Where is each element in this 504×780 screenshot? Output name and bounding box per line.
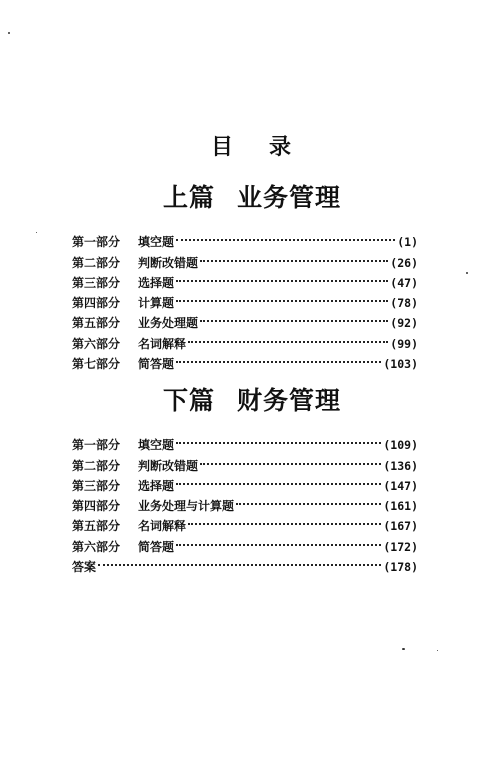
- dot-leader: [176, 348, 381, 368]
- lower-part-label: 下篇: [162, 386, 215, 415]
- toc-title: [0, 130, 504, 161]
- upper-toc-list: [72, 226, 418, 372]
- toc-entry-part: 第二部分: [72, 458, 121, 473]
- toc-entry-part: 第二部分: [72, 255, 121, 270]
- scan-speck: [402, 648, 405, 650]
- dot-leader: [200, 307, 388, 327]
- toc-entry-page: (103): [383, 357, 418, 372]
- toc-entry-part: 第一部分: [72, 438, 121, 453]
- toc-entry-name: 业务处理题: [138, 316, 199, 331]
- dot-leader: [200, 449, 381, 469]
- dot-leader: [188, 510, 381, 530]
- toc-entry-page: (178): [383, 560, 418, 575]
- toc-entry-name: 填空题: [138, 438, 175, 453]
- toc-entry-name: 答案: [72, 560, 97, 575]
- dot-leader: [176, 429, 381, 449]
- lower-part-heading: [0, 381, 504, 417]
- toc-entry-name: 业务处理与计算题: [138, 499, 235, 514]
- toc-entry-page: (99): [390, 336, 418, 351]
- toc-entry-name: 简答题: [138, 539, 175, 554]
- toc-entry-part: 第六部分: [72, 336, 121, 351]
- toc-entry-page: (1): [397, 235, 418, 250]
- dot-leader: [176, 470, 381, 490]
- toc-entry-page: (92): [390, 316, 418, 331]
- toc-entry-name: 名词解释: [138, 336, 187, 351]
- toc-entry-page: (47): [390, 275, 418, 290]
- dot-leader: [188, 327, 388, 347]
- toc-entry-part: 第五部分: [72, 519, 121, 534]
- toc-entry-page: (26): [390, 255, 418, 270]
- toc-title-left: 目: [210, 134, 235, 160]
- upper-part-label: 上篇: [162, 183, 215, 212]
- toc-entry-part: 第七部分: [72, 357, 121, 372]
- scan-speck: [8, 32, 10, 34]
- toc-entry[interactable]: [72, 429, 418, 453]
- upper-part-heading: [0, 178, 504, 214]
- toc-entry-part: 第六部分: [72, 539, 121, 554]
- toc-entry-page: (78): [390, 296, 418, 311]
- toc-entry-part: 第五部分: [72, 316, 121, 331]
- toc-entry-part: 第三部分: [72, 275, 121, 290]
- toc-entry-page: (136): [383, 458, 418, 473]
- dot-leader: [200, 246, 388, 266]
- toc-entry-name: 判断改错题: [138, 255, 199, 270]
- dot-leader: [176, 267, 388, 287]
- toc-entry-name: 填空题: [138, 235, 175, 250]
- upper-part-title: 业务管理: [237, 183, 342, 212]
- toc-entry-page: (167): [383, 519, 418, 534]
- dot-leader: [176, 287, 388, 307]
- scan-speck: [437, 650, 438, 651]
- toc-entry-page: (161): [383, 499, 418, 514]
- toc-entry-part: 第四部分: [72, 499, 121, 514]
- toc-entry-name: 判断改错题: [138, 458, 199, 473]
- toc-entry-part: 第四部分: [72, 296, 121, 311]
- toc-entry[interactable]: [72, 226, 418, 250]
- toc-entry-part: 第三部分: [72, 478, 121, 493]
- toc-title-right: 录: [269, 134, 294, 160]
- dot-leader: [176, 530, 381, 550]
- toc-entry-name: 计算题: [138, 296, 175, 311]
- toc-entry-page: (172): [383, 539, 418, 554]
- toc-entry-name: 选择题: [138, 275, 175, 290]
- scan-speck: [466, 272, 468, 274]
- toc-entry-name: 简答题: [138, 357, 175, 372]
- toc-entry-answers[interactable]: [72, 551, 418, 575]
- toc-entry-page: (109): [383, 438, 418, 453]
- dot-leader: [236, 490, 381, 510]
- dot-leader: [176, 226, 395, 246]
- dot-leader: [98, 551, 381, 571]
- scan-speck: [36, 232, 37, 233]
- toc-entry-name: 名词解释: [138, 519, 187, 534]
- toc-entry-page: (147): [383, 478, 418, 493]
- toc-entry-name: 选择题: [138, 478, 175, 493]
- lower-part-title: 财务管理: [237, 386, 342, 415]
- lower-toc-list: [72, 429, 418, 575]
- toc-entry-part: 第一部分: [72, 235, 121, 250]
